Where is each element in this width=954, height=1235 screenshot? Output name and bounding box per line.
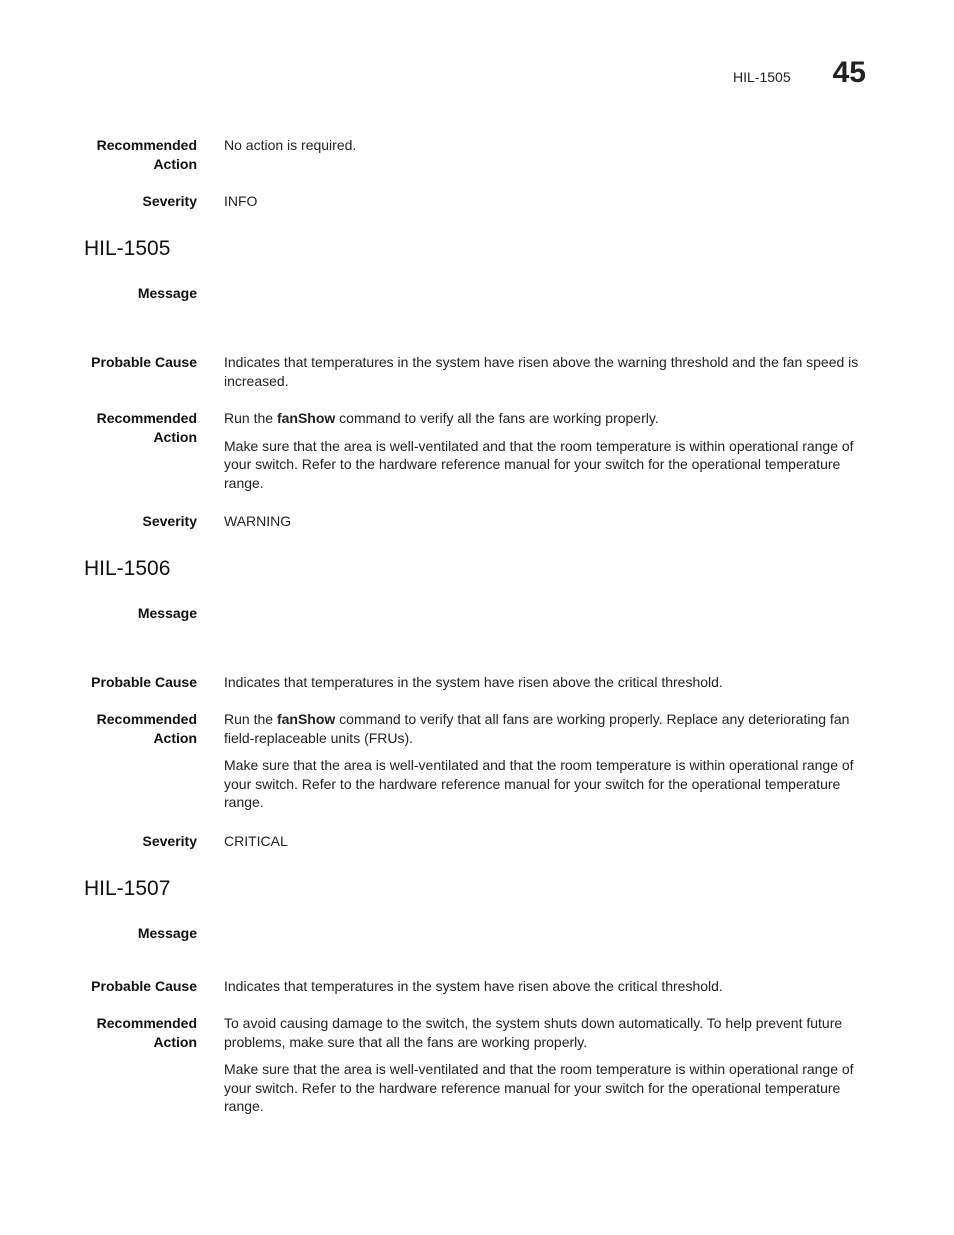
severity-label: Severity [142,513,197,529]
command-name: fanShow [276,410,336,426]
recommended-action-paragraph: Make sure that the area is well-ventilated and that the room temperature is within operational range of your switch. Refer to the hardware reference manual for your switch for the operational temperature range. [224,437,854,491]
recommended-action-text [224,710,864,821]
recommended-action-text [224,1014,864,1125]
probable-cause-text: Indicates that temperatures in the system have risen above the critical threshold. [224,978,723,994]
action-text: command to verify all the fans are working properly. [335,410,659,426]
severity-value: INFO [224,193,258,209]
running-header [733,56,866,90]
recommended-action-label: Recommended Action [96,711,197,746]
section-title-hil-1507: HIL-1507 [84,877,171,900]
recommended-action-paragraph: Make sure that the area is well-ventilated and that the room temperature is within operational range of your switch. Refer to the hardware reference manual for your switch for the operational temperature range. [224,757,854,810]
recommended-action-text: No action is required. [224,137,357,153]
recommended-action-paragraph [224,710,864,747]
severity-label: Severity [142,193,197,209]
probable-cause-label: Probable Cause [91,354,197,370]
message-label: Message [137,925,197,941]
probable-cause-label: Probable Cause [91,978,197,994]
recommended-action-label: Recommended Action [96,1015,197,1050]
recommended-action-label: Recommended Action [96,410,197,445]
recommended-action-text [224,409,864,501]
section-title-hil-1506: HIL-1506 [84,557,171,580]
action-text: command to verify that all fans are working properly. Replace any deteriorating fan field-replaceable units (FRUs). [224,711,850,746]
recommended-action-paragraph [224,409,864,428]
message-label: Message [137,605,197,621]
section-title-hil-1505: HIL-1505 [84,237,171,260]
severity-value: CRITICAL [224,833,288,849]
severity-label: Severity [142,833,197,849]
action-text: Run the [224,410,277,426]
header-message-id: HIL-1505 [733,69,791,85]
probable-cause-text: Indicates that temperatures in the system have risen above the warning threshold and the fan speed is increased. [224,354,859,389]
chapter-number: 45 [832,56,866,89]
recommended-action-paragraph: To avoid causing damage to the switch, the system shuts down automatically. To help prevent future problems, make sure that all the fans are working properly. [224,1015,843,1050]
message-label: Message [137,285,197,301]
probable-cause-text: Indicates that temperatures in the system have risen above the critical threshold. [224,674,723,690]
severity-value: WARNING [224,513,292,529]
recommended-action-paragraph: Make sure that the area is well-ventilated and that the room temperature is within operational range of your switch. Refer to the hardware reference manual for your switch for the operational temperature range. [224,1061,854,1114]
probable-cause-label: Probable Cause [91,674,197,690]
recommended-action-label: Recommended Action [96,137,197,172]
command-name: fanShow [276,711,336,727]
action-text: Run the [224,711,277,727]
